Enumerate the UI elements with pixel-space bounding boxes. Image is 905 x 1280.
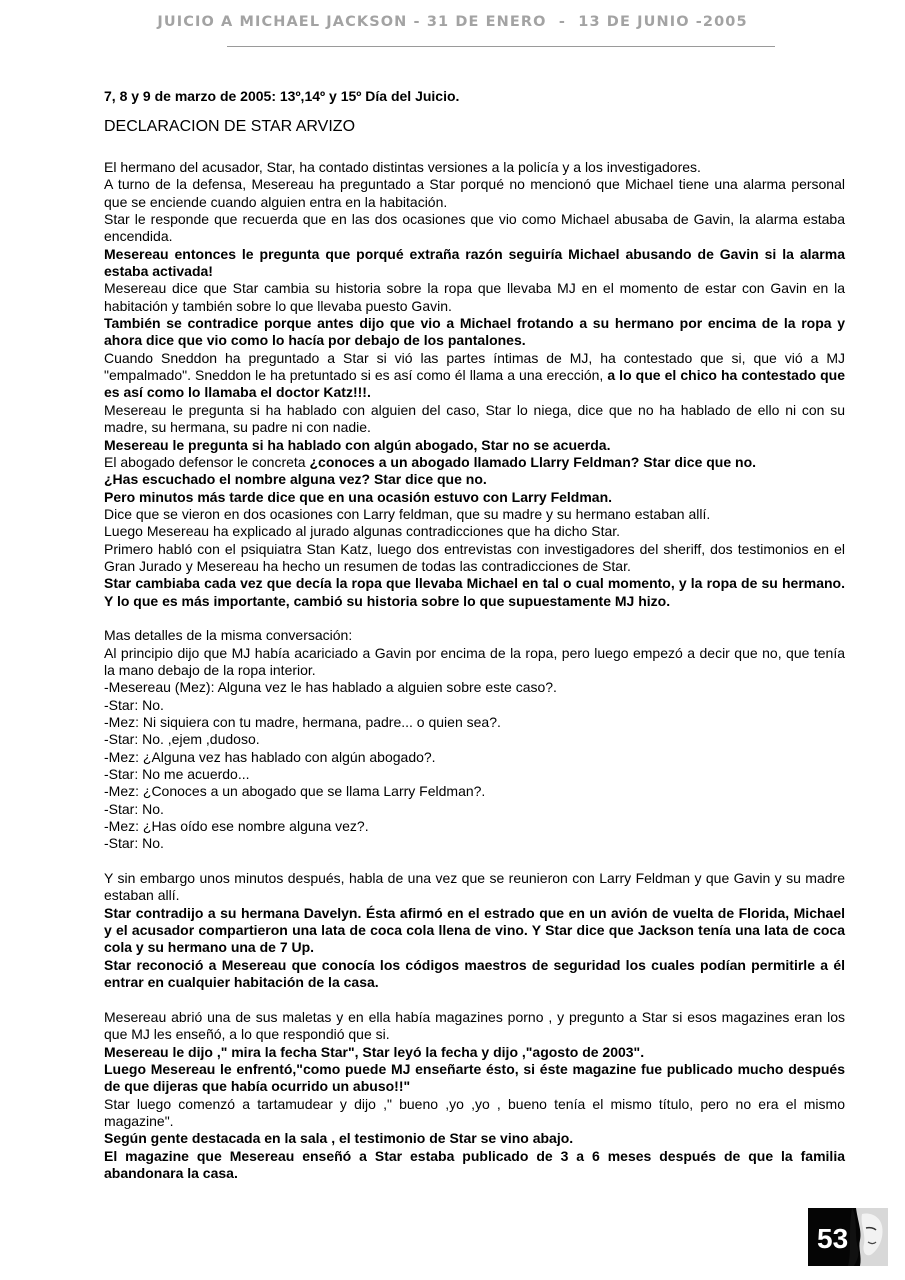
section-title: DECLARACION DE STAR ARVIZO [104, 118, 356, 135]
paragraph-19: Y sin embargo unos minutos después, habla de una vez que se reunieron con Larry Feldman y que Gavin y su madre estaban allí. [104, 870, 845, 904]
paragraph-6: También se contradice porque antes dijo que vio a Michael frotando a su hermano por encima de la ropa y ahora dice que vio como lo hacía por debajo de los pantalones. [104, 315, 845, 349]
dialogue-line: -Star: No. [104, 835, 164, 852]
blank-line [104, 853, 845, 870]
paragraph-4: Mesereau entonces le pregunta que porqué extraña razón seguiría Michael abusando de Gavin si la alarma estaba activada! [104, 245, 845, 280]
paragraph-22: Mesereau abrió una de sus maletas y en ella había magazines porno , y pregunto a Star si esos magazines eran los que MJ les enseñó, a lo que respondió que si. [104, 1008, 845, 1043]
dialogue-line: -Mez: Ni siquiera con tu madre, hermana, padre... o quien sea?. [104, 714, 501, 730]
dialogue-line: -Star: No me acuerdo... [104, 766, 250, 783]
paragraph-9: Mesereau le pregunta si ha hablado con algún abogado, Star no se acuerda. [104, 436, 611, 453]
paragraph-13: Dice que se vieron en dos ocasiones con Larry feldman, que su madre y su hermano estaban allí. [104, 505, 711, 522]
paragraph-16: Star cambiaba cada vez que decía la ropa que llevaba Michael en tal o cual momento, y la ropa de su hermano. Y lo que es más importante, cambió su historia sobre lo que supuestamente MJ hizo. [104, 575, 845, 609]
page-number-badge [808, 1208, 888, 1266]
paragraph-21: Star reconoció a Mesereau que conocía los códigos maestros de seguridad los cuales podían permitirle a él entrar en cualquier habitación de la casa. [104, 956, 845, 991]
blank-line [104, 992, 845, 1009]
dialogue-line: -Mesereau (Mez): Alguna vez le has hablado a alguien sobre este caso?. [104, 679, 557, 696]
paragraph-3: Star le responde que recuerda que en las dos ocasiones que vio como Michael abusaba de Gavin, la alarma estaba encendida. [104, 211, 845, 245]
paragraph-7 [104, 350, 845, 402]
paragraph-7-text: Cuando Sneddon ha preguntado a Star si vió las partes íntimas de MJ, ha contestado que si, que vió a MJ "empalmado". Sneddon le ha pretuntado si es así como él llama a una erección, [104, 349, 845, 384]
paragraph-12: Pero minutos más tarde dice que en una ocasión estuvo con Larry Feldman. [104, 488, 613, 505]
paragraph-10-bold: ¿conoces a un abogado llamado Llarry Feldman? Star dice que no. [309, 453, 757, 470]
dialogue-line: -Mez: ¿Conoces a un abogado que se llama Larry Feldman?. [104, 783, 486, 800]
paragraph-17: Mas detalles de la misma conversación: [104, 627, 353, 644]
header-divider [227, 46, 775, 47]
paragraph-26: Según gente destacada en la sala , el testimonio de Star se vino abajo. [104, 1130, 574, 1147]
trial-days-heading: 7, 8 y 9 de marzo de 2005: 13º,14º y 15º Día del Juicio. [104, 88, 460, 104]
dialogue-line: -Star: No. [104, 696, 164, 713]
paragraph-20: Star contradijo a su hermana Davelyn. Ésta afirmó en el estrado que en un avión de vuelta de Florida, Michael y el acusador compartieron una lata de coca cola llena de vino. Y Star dice que Jackson tenía una lata de coca cola y su hermano una de 7 Up. [104, 904, 845, 956]
dialogue-line: -Mez: ¿Alguna vez has hablado con algún abogado?. [104, 748, 436, 765]
page-number: 53 [817, 1223, 849, 1254]
paragraph-10-text: El abogado defensor le concreta [104, 453, 310, 470]
paragraph-1: El hermano del acusador, Star, ha contado distintas versiones a la policía y a los investigadores. [104, 159, 701, 175]
blank-line [104, 610, 845, 627]
dialogue-line: -Star: No. [104, 800, 164, 817]
paragraph-5: Mesereau dice que Star cambia su historia sobre la ropa que llevaba MJ en el momento de estar con Gavin en la habitación y también sobre lo que llevaba puesto Gavin. [104, 280, 845, 314]
paragraph-7-bold: a lo que el chico ha contestado que es así como lo llamaba el doctor Katz!!!. [104, 367, 845, 401]
running-header: JUICIO A MICHAEL JACKSON - 31 DE ENERO - 13 DE JUNIO -2005 [157, 14, 748, 30]
document-body [104, 88, 845, 1182]
dialogue-line: -Mez: ¿Has oído ese nombre alguna vez?. [104, 818, 369, 835]
paragraph-25: Star luego comenzó a tartamudear y dijo ," bueno ,yo ,yo , bueno tenía el mismo título, pero no era el mismo magazine". [104, 1095, 845, 1129]
paragraph-23: Mesereau le dijo ," mira la fecha Star", Star leyó la fecha y dijo ,"agosto de 2003". [104, 1043, 645, 1060]
paragraph-8: Mesereau le pregunta si ha hablado con alguien del caso, Star lo niega, dice que no ha hablado de ello ni con su madre, su hermana, su padre ni con nadie. [104, 401, 845, 436]
paragraph-10 [104, 454, 845, 471]
paragraph-18: Al principio dijo que MJ había acariciado a Gavin por encima de la ropa, pero luego empezó a decir que no, que tenía la mano debajo de la ropa interior. [104, 644, 845, 678]
paragraph-24: Luego Mesereau le enfrentó,"como puede MJ enseñarte ésto, si éste magazine fue publicado mucho después de que dijeras que había ocurrido un abuso!!" [104, 1060, 845, 1095]
paragraph-14: Luego Mesereau ha explicado al jurado algunas contradicciones que ha dicho Star. [104, 523, 621, 540]
paragraph-15: Primero habló con el psiquiatra Stan Katz, luego dos entrevistas con investigadores del sheriff, dos testimonios en el Gran Jurado y Mesereau ha hecho un resumen de todas las contradicciones de Star. [104, 540, 845, 574]
paragraph-27: El magazine que Mesereau enseñó a Star estaba publicado de 3 a 6 meses después de que la familia abandonara la casa. [104, 1147, 845, 1181]
paragraph-11: ¿Has escuchado el nombre alguna vez? Star dice que no. [104, 471, 487, 488]
paragraph-2: A turno de la defensa, Mesereau ha preguntado a Star porqué no mencionó que Michael tiene una alarma personal que se enciende cuando alguien entra en la habitación. [104, 176, 845, 210]
dialogue-line: -Star: No. ,ejem ,dudoso. [104, 731, 260, 748]
